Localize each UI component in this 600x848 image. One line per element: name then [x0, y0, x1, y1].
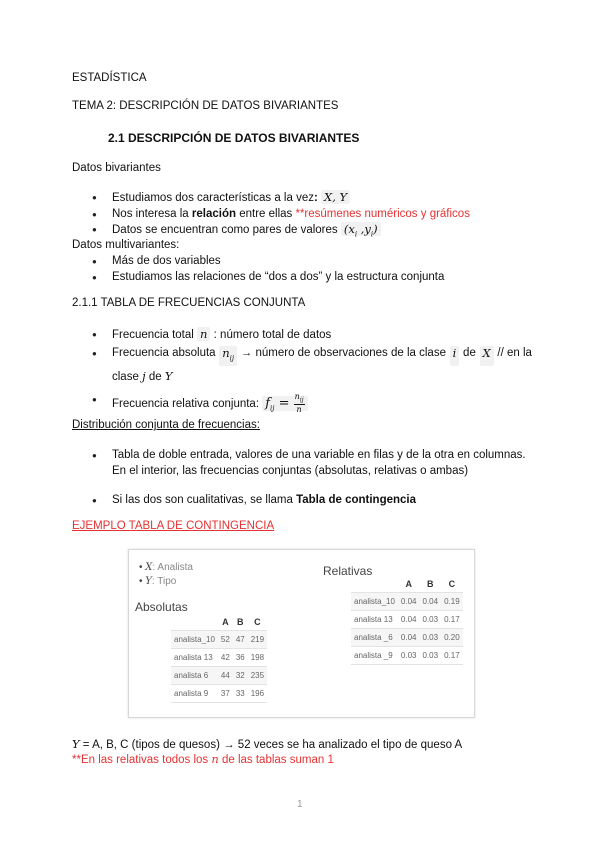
list-item: ● Tabla de doble entrada, valores de una variable en filas y de la otra en columnas. En el interior, las frecuencias conjuntas (absolutas, relativas o ambas) — [92, 448, 526, 479]
list-item: ● Datos se encuentran como pares de valores ($x_i$ $,y_i$) — [92, 222, 470, 243]
table-row: analista 9 37 33 196 — [171, 685, 267, 703]
list-item: ● Frecuencia relativa conjunta: $f_{ij}$ = $\frac{n_{ij}}{n}$ — [92, 392, 532, 417]
var-x-label: • X: Analista — [139, 562, 193, 573]
table-header: A B C — [222, 617, 261, 627]
var-y-label: • Y: Tipo — [139, 576, 177, 587]
table-row: analista_10 0.04 0.04 0.19 — [351, 593, 463, 611]
tabla-title: 2.1.1 TABLA DE FRECUENCIAS CONJUNTA — [72, 297, 306, 309]
bivariantes-title: Datos bivariantes — [72, 162, 161, 174]
subject-title: ESTADÍSTICA — [72, 72, 147, 84]
table-row: analista_10 52 47 219 — [171, 631, 267, 649]
table-row: analista _9 0.03 0.03 0.17 — [351, 647, 463, 665]
list-item: ● Si las dos son cualitativas, se llama Tabla de contingencia — [92, 493, 526, 509]
relativas-table — [351, 576, 463, 665]
distribucion-list — [92, 448, 526, 509]
tema-title: TEMA 2: DESCRIPCIÓN DE DATOS BIVARIANTES — [72, 100, 339, 112]
distribucion-title: Distribución conjunta de frecuencias: — [72, 419, 260, 431]
list-item: ● Estudiamos dos características a la vez: X, Y — [92, 190, 470, 207]
list-item: ● Estudiamos las relaciones de “dos a dos” y la estructura conjunta — [92, 270, 444, 286]
absolutas-table — [171, 614, 267, 703]
absolutas-label: Absolutas — [135, 600, 188, 614]
list-item: ● Más de dos variables — [92, 254, 444, 270]
list-item: ● Nos interesa la relación entre ellas **resúmenes numéricos y gráficos — [92, 207, 470, 223]
section-title: 2.1 DESCRIPCIÓN DE DATOS BIVARIANTES — [108, 131, 360, 145]
list-item: ● Frecuencia total n : número total de datos — [92, 327, 532, 344]
table-row: analista _6 0.04 0.03 0.20 — [351, 629, 463, 647]
table-header: A B C — [405, 579, 456, 589]
frecuencias-list — [92, 327, 532, 417]
table-row: analista 13 42 36 198 — [171, 649, 267, 667]
page-number: 1 — [297, 799, 303, 810]
multivariantes-title: Datos multivariantes: — [72, 239, 180, 251]
table-row: analista 6 44 32 235 — [171, 667, 267, 685]
multivariantes-list — [92, 254, 444, 285]
table-row: analista 13 0.04 0.03 0.17 — [351, 611, 463, 629]
list-item: ● Frecuencia absoluta $n_{ij}$ → número de observaciones de la clase i de X // en la clase j de Y — [92, 346, 532, 386]
ejemplo-title: EJEMPLO TABLA DE CONTINGENCIA — [72, 520, 275, 532]
relativas-label: Relativas — [323, 564, 373, 578]
caption-1: Y = A, B, C (tipos de quesos) → 52 veces se ha analizado el tipo de queso A — [72, 737, 463, 751]
caption-2: **En las relativas todos los n de las tablas suman 1 — [72, 752, 334, 766]
contingency-table-screenshot — [128, 549, 475, 718]
bivariantes-list — [92, 190, 470, 243]
